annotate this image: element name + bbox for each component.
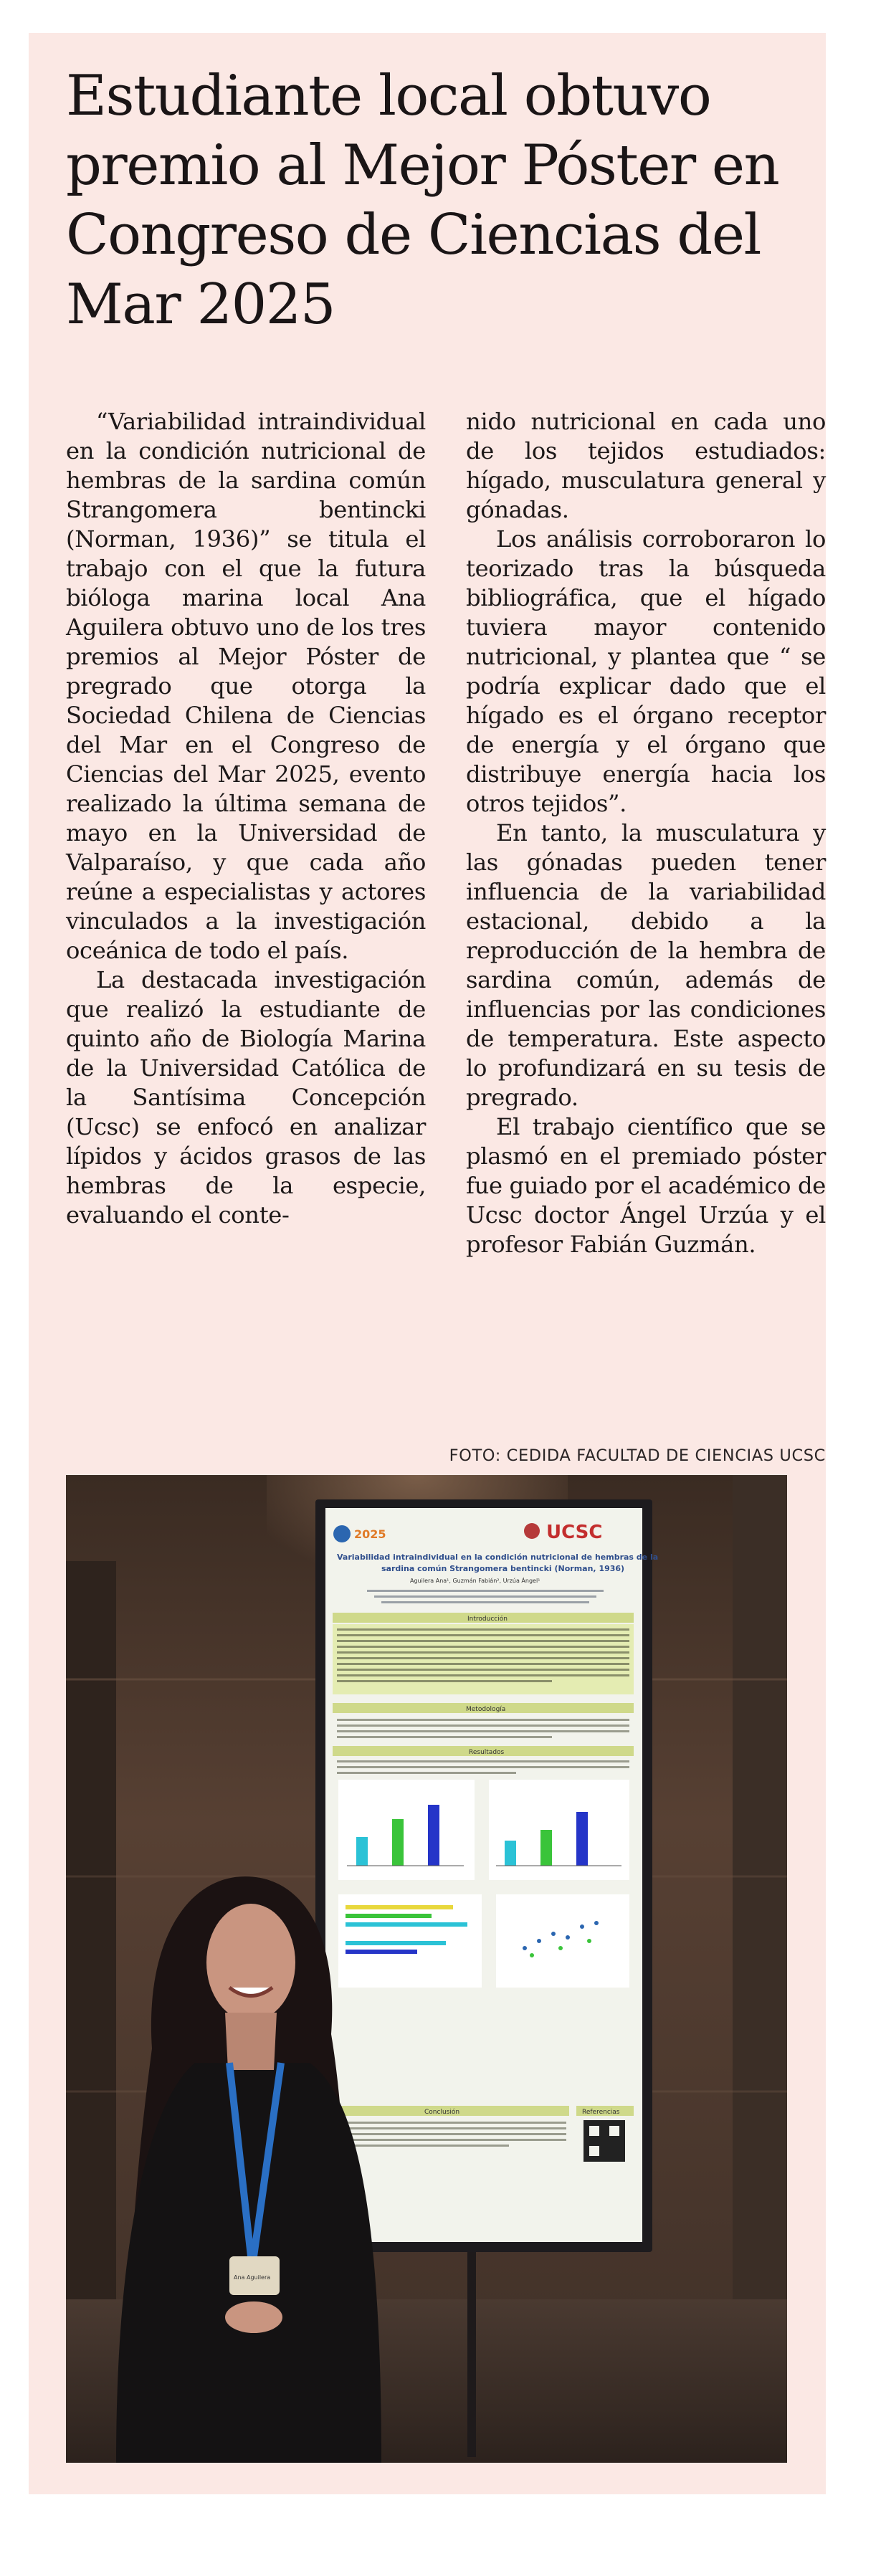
chart1-bar-2 [392, 1819, 404, 1866]
poster-refs-label: Referencias [582, 2109, 620, 2116]
chart2-bar-1 [505, 1841, 516, 1866]
poster-authors: Aguilera Ana¹, Guzmán Fabián², Urzúa Ángel¹ [410, 1578, 540, 1584]
poster-conclusion-label: Conclusión [424, 2109, 460, 2116]
university-seal-icon [524, 1523, 540, 1539]
photo [66, 1475, 787, 2463]
poster-results-label: Resultados [469, 1749, 505, 1756]
chart2-bar-2 [540, 1830, 552, 1866]
chart3-bar-3 [346, 1922, 467, 1927]
poster-logo-ucsc: UCSC [546, 1522, 603, 1543]
poster-logo-year: 2025 [354, 1527, 386, 1541]
paragraph-1: “Variabilidad intraindividual en la condición nutricional de hembras de la sardina común Strangomera bentincki (Norman, 1936)” se titula el trabajo con el que la futura bióloga marina local Ana Aguilera obtuvo uno de los tres premios al Mejor Póster de pregrado que otorga la Sociedad Chilena de Ciencias del Mar en el Congreso de Ciencias del Mar 2025, evento realizado la última semana de mayo en la Universidad de Valparaíso, y que cada año reúne a especialistas y actores vinculados a la investigación oceánica de todo el país. [66, 408, 426, 964]
chart3-bar-5 [346, 1950, 417, 1954]
paragraph-2: La destacada investigación que realizó la estudiante de quinto año de Biología Marina de la Universidad Católica de la Santísima Concepción (Ucsc) se enfocó en analizar lípidos y ácidos grasos de las hembras de la especie, evaluando el conte- [66, 966, 426, 1229]
article-body [66, 407, 826, 1439]
headline: Estudiante local obtuvo premio al Mejor Póster en Congreso de Ciencias del Mar 2025 [66, 64, 779, 337]
chart1-bar-3 [428, 1805, 439, 1866]
chart3-bar-4 [346, 1941, 446, 1945]
chart3-bar-1 [346, 1905, 453, 1909]
poster-stand-leg [467, 2242, 476, 2457]
chart1-bar-1 [356, 1837, 368, 1866]
person-neck [225, 2013, 277, 2070]
chart3-bar-2 [346, 1914, 432, 1918]
results-chart-4 [496, 1894, 629, 1988]
paragraph-4: En tanto, la musculatura y las gónadas pueden tener influencia de la variabilidad estacional, debido a la reproducción de la hembra de sardina común, además de influencias por las condiciones de temperatura. Este aspecto lo profundizará en su tesis de pregrado. [466, 819, 826, 1111]
congress-logo-icon [333, 1525, 351, 1542]
affiliation-lines [367, 1590, 604, 1603]
person-face [206, 1904, 295, 2021]
poster-title: Variabilidad intraindividual en la condición nutricional de hembras de la [337, 1552, 659, 1562]
photo-credit: FOTO: CEDIDA FACULTAD DE CIENCIAS UCSC [449, 1446, 826, 1465]
paragraph-3: Los análisis corroboraron lo teorizado tras la búsqueda bibliográfica, que el hígado tuviera mayor contenido nutricional, y plantea que “ se podría explicar dado que el hígado es el órgano receptor de energía y el órgano que distribuye energía hacia los otros tejidos”. [466, 525, 826, 817]
name-badge-text: Ana Aguilera [234, 2274, 271, 2281]
paragraph-5: El trabajo científico que se plasmó en el premiado póster fue guiado por el académico de Ucsc doctor Ángel Urzúa y el profesor Fabián Guzmán. [466, 1113, 826, 1258]
column-left [66, 407, 426, 1439]
poster-method-label: Metodología [466, 1706, 506, 1713]
paragraph-2-continued: nido nutricional en cada uno de los tejidos estudiados: hígado, musculatura general y gónadas. [466, 408, 826, 523]
person-hands [225, 2301, 282, 2333]
chart2-bar-3 [576, 1812, 588, 1866]
poster-title-line2: sardina común Strangomera bentincki (Norman, 1936) [381, 1564, 625, 1573]
poster-intro-label: Introducción [467, 1616, 508, 1623]
column-right [466, 407, 826, 1439]
